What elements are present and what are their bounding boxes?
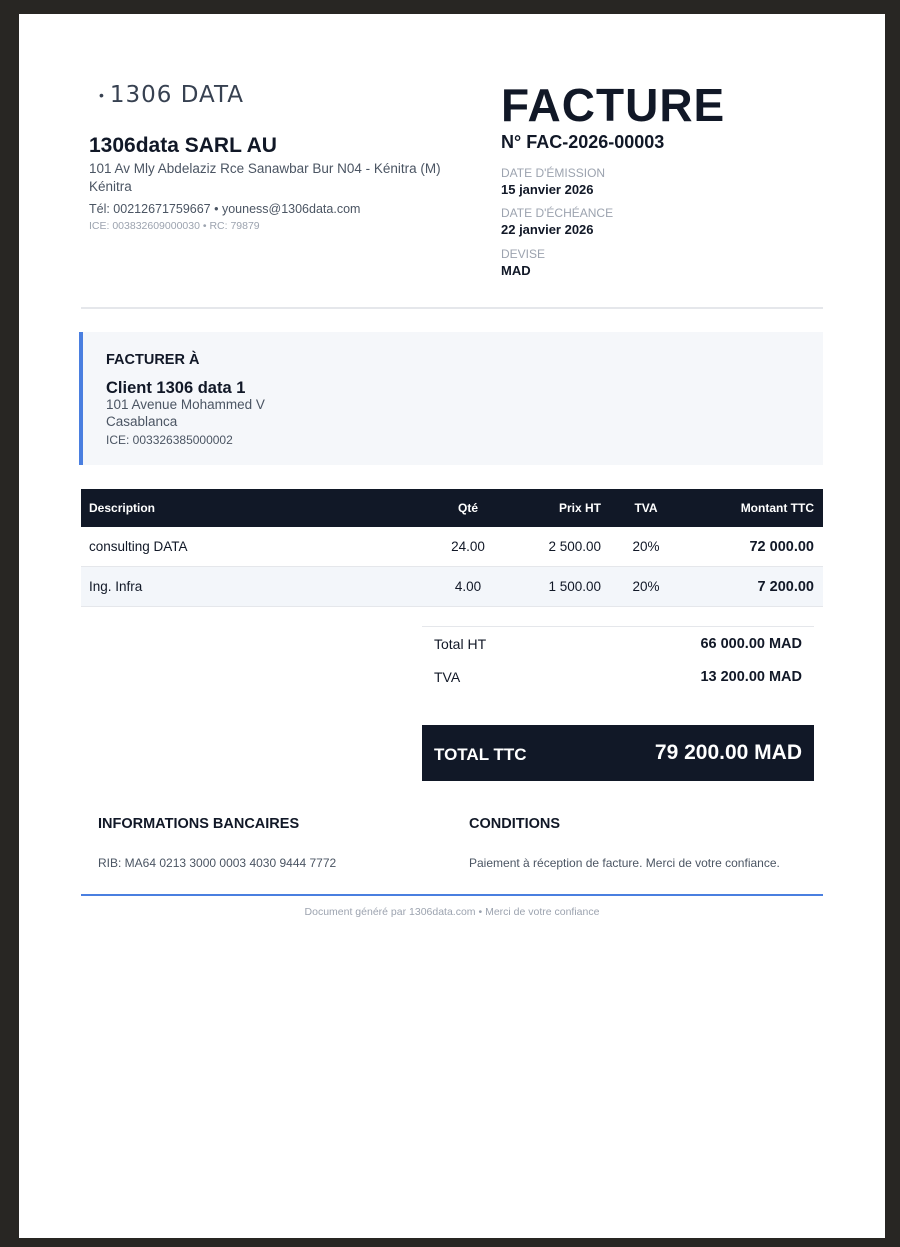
bill-to-box bbox=[79, 332, 823, 465]
due-date-value: 22 janvier 2026 bbox=[501, 222, 594, 237]
row-prix-ht: 2 500.00 bbox=[548, 539, 601, 554]
tva-value: 13 200.00 MAD bbox=[700, 669, 802, 685]
total-ttc-value: 79 200.00 MAD bbox=[654, 741, 802, 764]
header-divider bbox=[81, 307, 823, 309]
currency-label: DEVISE bbox=[501, 247, 546, 261]
tva-label: TVA bbox=[434, 669, 461, 685]
totals-divider bbox=[422, 626, 814, 627]
issue-date-value: 15 janvier 2026 bbox=[501, 182, 594, 197]
client-ice: ICE: 003326385000002 bbox=[106, 433, 233, 447]
row-description: consulting DATA bbox=[89, 539, 188, 554]
header-tva: TVA bbox=[634, 501, 658, 515]
logo-dot-icon: • bbox=[99, 87, 104, 103]
company-address: 101 Av Mly Abdelaziz Rce Sanawbar Bur N04 - Kénitra (M) Kénitra bbox=[89, 161, 441, 194]
table-header bbox=[81, 489, 823, 527]
table-row bbox=[81, 567, 823, 607]
bank-info-title: INFORMATIONS BANCAIRES bbox=[98, 816, 300, 832]
invoice-title: FACTURE bbox=[501, 79, 726, 131]
conditions-text: Paiement à réception de facture. Merci de votre confiance. bbox=[469, 856, 780, 870]
row-montant-ttc: 72 000.00 bbox=[749, 538, 814, 555]
footer-text: Document généré par 1306data.com • Merci de votre confiance bbox=[304, 906, 600, 918]
client-address-line2: Casablanca bbox=[106, 414, 178, 429]
currency-value: MAD bbox=[501, 263, 531, 278]
conditions-title: CONDITIONS bbox=[469, 816, 561, 832]
total-ht-value: 66 000.00 MAD bbox=[700, 636, 802, 652]
row-qty: 4.00 bbox=[454, 579, 482, 594]
invoice-number: N° FAC-2026-00003 bbox=[501, 132, 665, 152]
client-address-line1: 101 Avenue Mohammed V bbox=[106, 397, 265, 412]
client-name: Client 1306 data 1 bbox=[106, 379, 246, 397]
header-description: Description bbox=[89, 501, 156, 515]
row-description: Ing. Infra bbox=[89, 579, 143, 594]
header-montant-ttc: Montant TTC bbox=[740, 501, 814, 515]
total-ttc-label: TOTAL TTC bbox=[434, 745, 527, 764]
company-ids: ICE: 003832609000030 • RC: 79879 bbox=[89, 220, 260, 232]
row-montant-ttc: 7 200.00 bbox=[757, 578, 814, 595]
company-logo bbox=[99, 82, 244, 112]
total-ttc-box bbox=[422, 725, 814, 781]
footer-divider bbox=[81, 894, 823, 896]
row-tva: 20% bbox=[632, 539, 660, 554]
total-ht-label: Total HT bbox=[434, 636, 487, 652]
table-row bbox=[81, 527, 823, 567]
company-contact: Tél: 00212671759667 • youness@1306data.com bbox=[89, 202, 361, 216]
items-table bbox=[81, 489, 823, 607]
due-date-label: DATE D'ÉCHÉANCE bbox=[501, 206, 614, 220]
company-name: 1306data SARL AU bbox=[89, 134, 277, 157]
logo-text: 1306 DATA bbox=[109, 82, 245, 108]
issue-date-label: DATE D'ÉMISSION bbox=[501, 166, 606, 180]
row-prix-ht: 1 500.00 bbox=[548, 579, 601, 594]
header-qty: Qté bbox=[457, 501, 478, 515]
header-prix-ht: Prix HT bbox=[558, 501, 601, 515]
bill-to-heading: FACTURER À bbox=[106, 352, 200, 368]
bank-rib: RIB: MA64 0213 3000 0003 4030 9444 7772 bbox=[98, 856, 337, 870]
invoice-page bbox=[19, 14, 885, 1238]
row-qty: 24.00 bbox=[451, 539, 485, 554]
row-tva: 20% bbox=[632, 579, 660, 594]
